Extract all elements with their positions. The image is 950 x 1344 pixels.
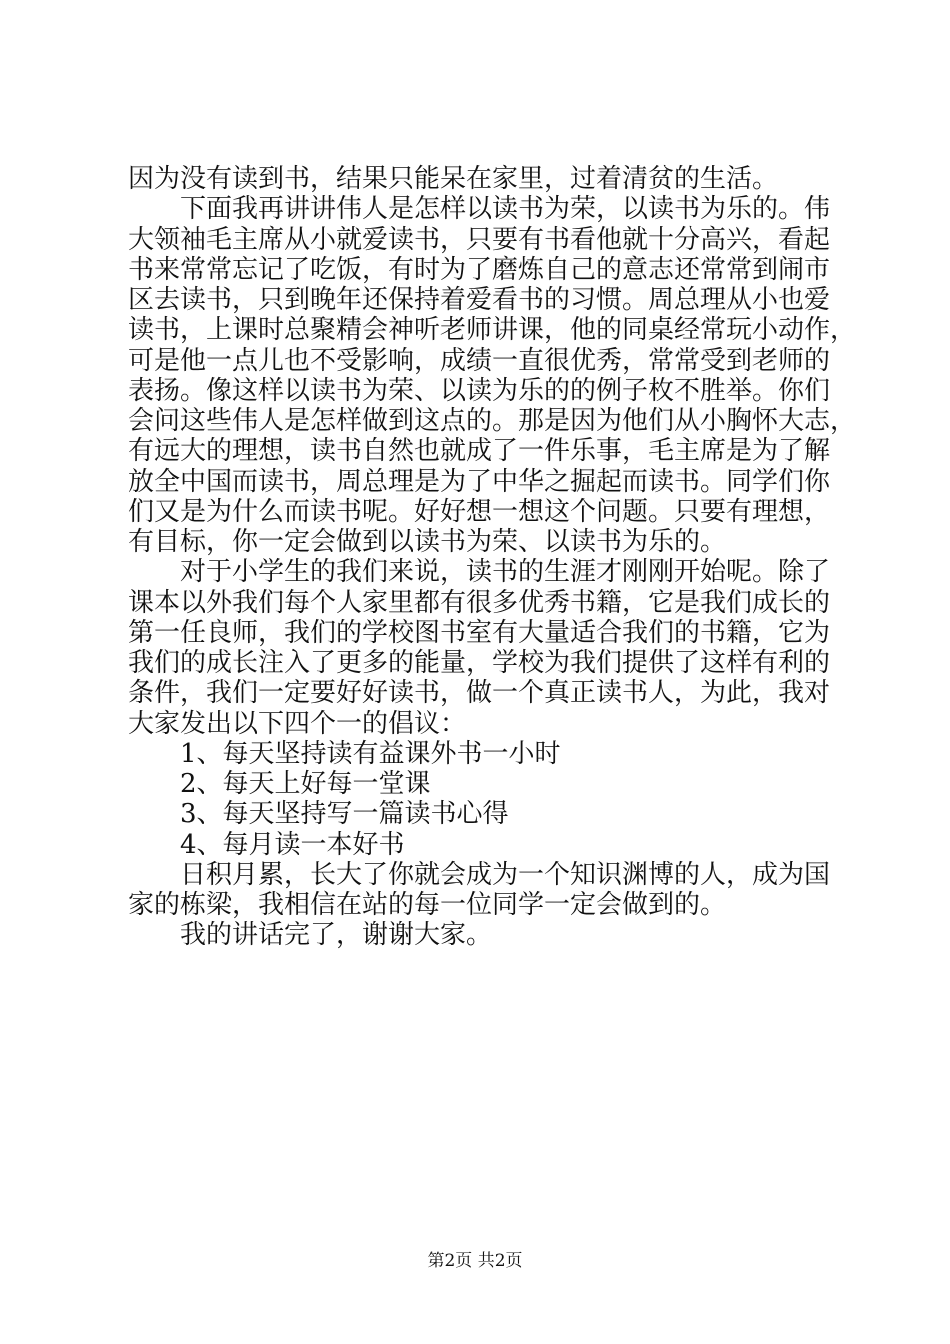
text-line: 读书，上课时总聚精会神听老师讲课，他的同桌经常玩小动作， [128,315,857,346]
text-line: 课本以外我们每个人家里都有很多优秀书籍，它是我们成长的 [128,587,831,618]
text-line: 日积月累，长大了你就会成为一个知识渊博的人，成为国 [180,859,831,890]
text-line: 大家发出以下四个一的倡议： [128,708,467,739]
text-line: 家的栋梁，我相信在站的每一位同学一定会做到的。 [128,890,727,920]
text-line: 会问这些伟人是怎样做到这点的。那是因为他们从小胸怀大志， [128,406,857,436]
text-line: 因为没有读到书，结果只能呆在家里，过着清贫的生活。 [128,164,779,194]
text-line: 有远大的理想，读书自然也就成了一件乐事，毛主席是为了解 [128,436,831,467]
text-line: 放全中国而读书，周总理是为了中华之掘起而读书。同学们你 [128,466,831,497]
text-line: 区去读书，只到晚年还保持着爱看书的习惯。周总理从小也爱 [128,285,831,315]
text-line: 第一任良师，我们的学校图书室有大量适合我们的书籍，它为 [128,617,831,648]
text-line: 3、每天坚持写一篇读书心得 [180,799,509,830]
document-body [128,164,857,951]
text-line: 下面我再讲讲伟人是怎样以读书为荣，以读书为乐的。伟 [180,194,831,225]
text-line: 表扬。像这样以读书为荣、以读为乐的的例子枚不胜举。你们 [128,375,831,406]
text-line: 1、每天坚持读有益课外书一小时 [180,738,561,769]
page-number-label: 第2页 共2页 [427,1251,523,1271]
text-line: 们又是为什么而读书呢。好好想一想这个问题。只要有理想， [128,496,831,527]
text-line: 条件，我们一定要好好读书，做一个真正读书人，为此，我对 [128,678,831,709]
text-line: 有目标，你一定会做到以读书为荣、以读书为乐的。 [128,527,727,557]
text-line: 大领袖毛主席从小就爱读书，只要有书看他就十分高兴，看起 [128,224,831,255]
text-line: 书来常常忘记了吃饭，有时为了磨炼自己的意志还常常到闹市 [128,254,831,285]
page-footer [0,1246,950,1271]
text-line: 4、每月读一本好书 [180,829,405,860]
text-line: 对于小学生的我们来说，读书的生涯才刚刚开始呢。除了 [180,557,831,588]
text-line: 我的讲话完了，谢谢大家。 [180,920,493,951]
text-line: 我们的成长注入了更多的能量，学校为我们提供了这样有利的 [128,648,831,678]
text-line: 2、每天上好每一堂课 [180,769,431,799]
text-line: 可是他一点儿也不受影响，成绩一直很优秀，常常受到老师的 [128,345,831,376]
